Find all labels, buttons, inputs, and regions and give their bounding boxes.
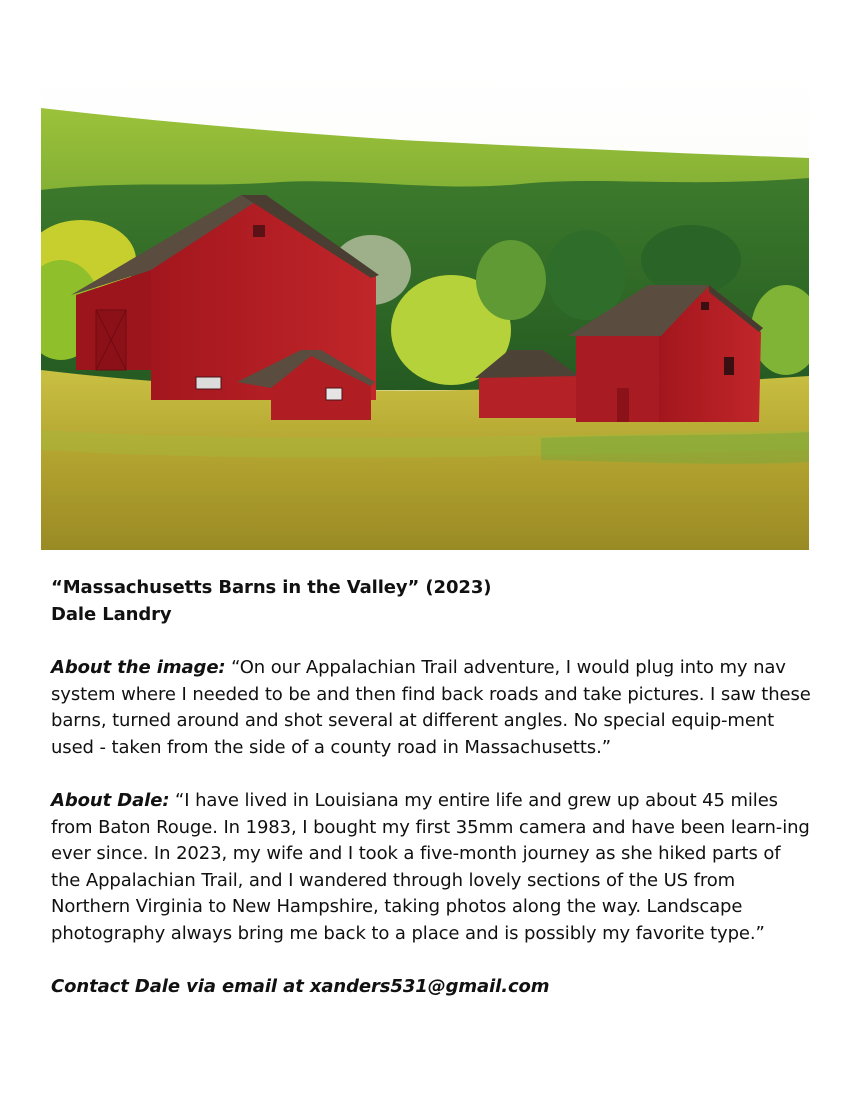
about-artist-paragraph [51, 788, 811, 947]
about-image-label: About the image: [51, 657, 226, 678]
about-artist-text: “I have lived in Louisiana my entire life and grew up about 45 miles from Baton Rouge. In 1983, I bought my first 35mm camera and have been learn-ing ever since. In 2023, my wife and I took a five-month journey as she hiked parts of the Appalachian Trail, and I wandered through lovely sections of the US from Northern Virginia to New Hampshire, taking photos along the way. Landscape photography always bring me back to a place and is possibly my favorite type.” [51, 790, 810, 944]
artwork-title: “Massachusetts Barns in the Valley” (2023) [51, 577, 492, 598]
about-image-paragraph [51, 655, 811, 761]
caption-block [51, 575, 811, 1001]
about-image-text: “On our Appalachian Trail adventure, I would plug into my nav system where I needed to be and then find back roads and take pictures. I saw these barns, turned around and shot several at different angles. No special equip-ment used - taken from the side of a county road in Massachusetts.” [51, 657, 811, 758]
barn-photograph [41, 70, 809, 550]
artist-name: Dale Landry [51, 603, 172, 625]
contact-line: Contact Dale via email at xanders531@gmail.com [51, 976, 550, 997]
about-artist-label: About Dale: [51, 790, 170, 811]
